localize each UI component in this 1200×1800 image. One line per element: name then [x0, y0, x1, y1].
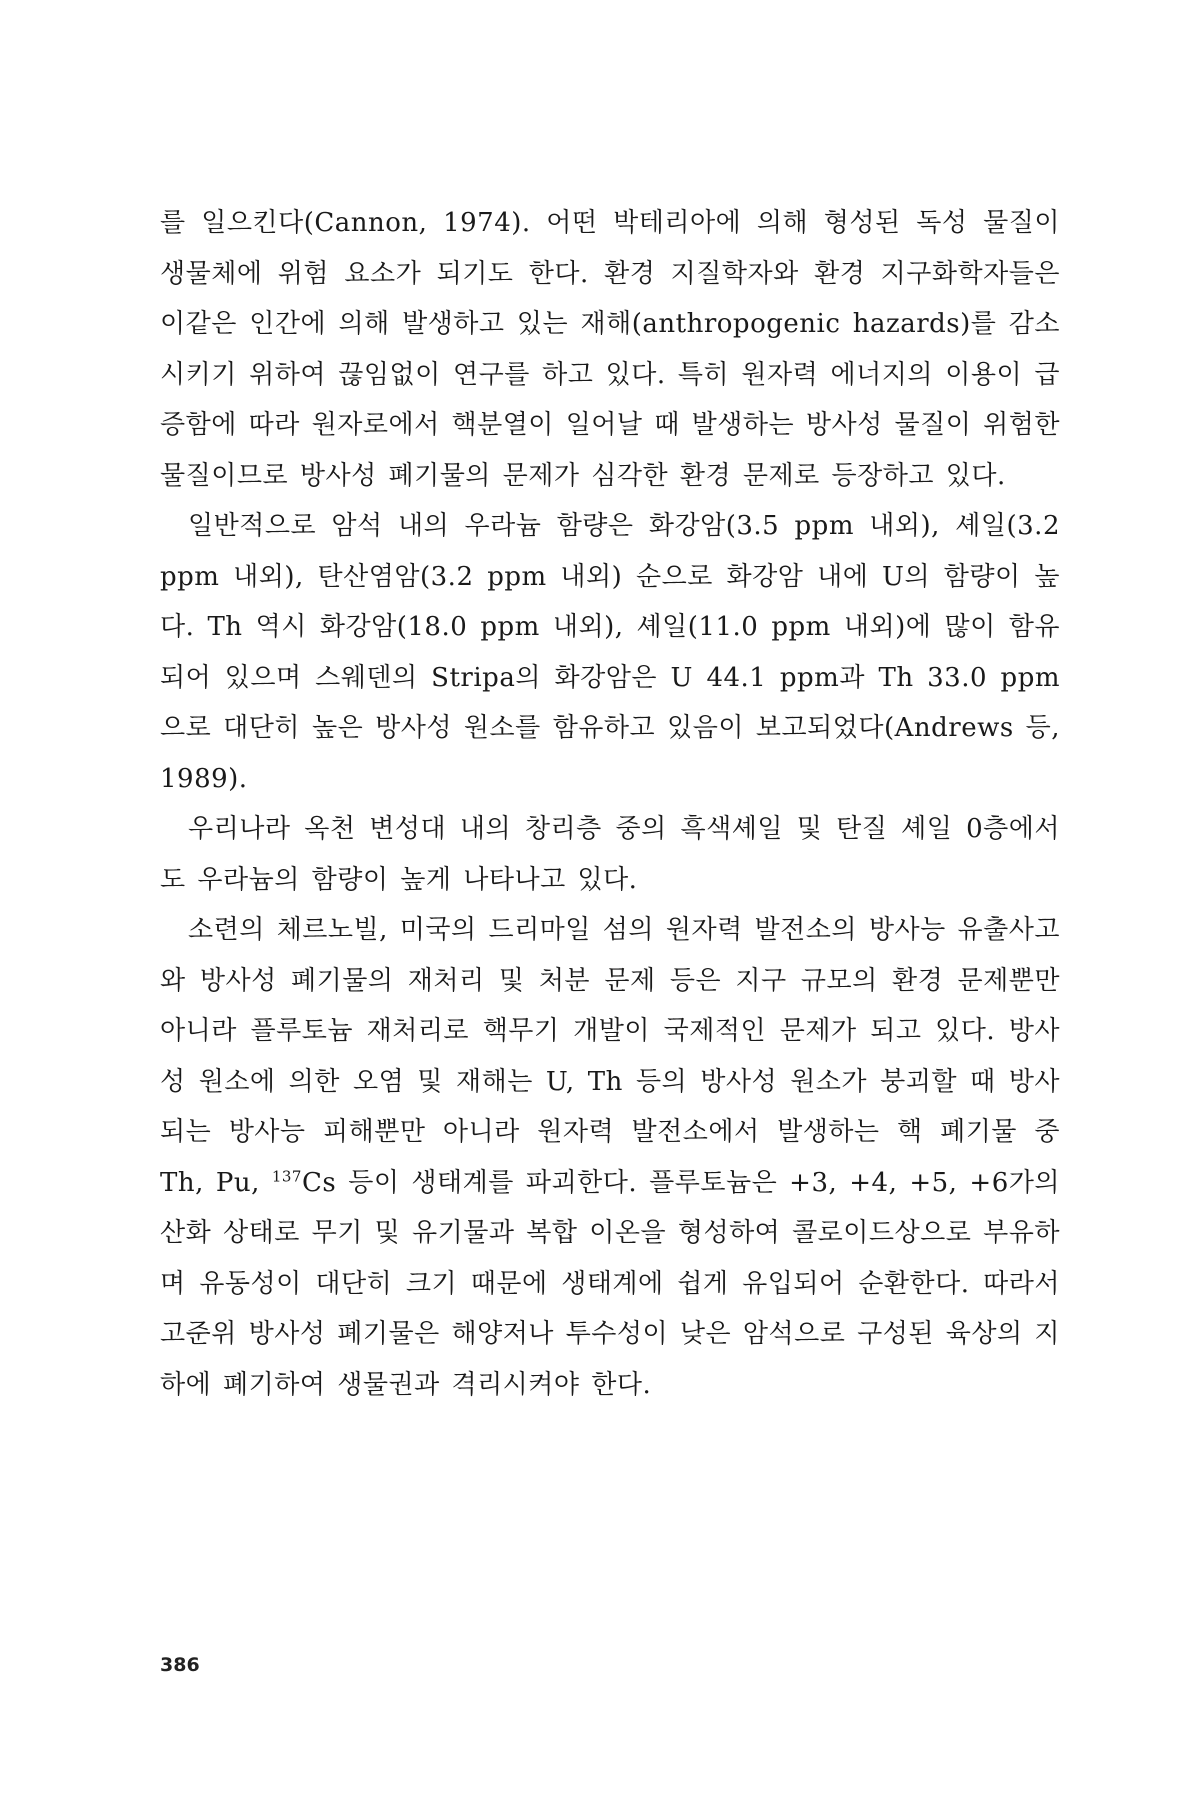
isotope-superscript: 137	[271, 1166, 302, 1185]
body-text	[160, 198, 1060, 1410]
paragraph-4-part-2: Cs 등이 생태계를 파괴한다. 플루토늄은 +3, +4, +5, +6가의 산화 상태로 무기 및 유기물과 복합 이온을 형성하여 콜로이드상으로 부유하며 유동성이 대단히 크기 때문에 생태계에 쉽게 유입되어 순환한다. 따라서 고준위 방사성 폐기물은 해양저나 투수성이 낮은 암석으로 구성된 육상의 지하에 폐기하여 생물권과 격리시켜야 한다.	[160, 1167, 1060, 1400]
paragraph-4-part-1: 소련의 체르노빌, 미국의 드리마일 섬의 원자력 발전소의 방사능 유출사고와 방사성 폐기물의 재처리 및 처분 문제 등은 지구 규모의 환경 문제뿐만 아니라 플루토늄 재처리로 핵무기 개발이 국제적인 문제가 되고 있다. 방사성 원소에 의한 오염 및 재해는 U, Th 등의 방사성 원소가 붕괴할 때 방사되는 방사능 피해뿐만 아니라 원자력 발전소에서 발생하는 핵 폐기물 중 Th, Pu,	[160, 915, 1060, 1198]
paragraph-4	[160, 905, 1060, 1410]
paragraph-2: 일반적으로 암석 내의 우라늄 함량은 화강암(3.5 ppm 내외), 셰일(3.2 ppm 내외), 탄산염암(3.2 ppm 내외) 순으로 화강암 내에 U의 함량이 높다. Th 역시 화강암(18.0 ppm 내외), 셰일(11.0 ppm 내외)에 많이 함유되어 있으며 스웨덴의 Stripa의 화강암은 U 44.1 ppm과 Th 33.0 ppm으로 대단히 높은 방사성 원소를 함유하고 있음이 보고되었다(Andrews 등, 1989).	[160, 511, 1060, 794]
page-number: 386	[160, 1654, 200, 1676]
paragraph-3: 우리나라 옥천 변성대 내의 창리층 중의 흑색셰일 및 탄질 셰일 0층에서도 우라늄의 함량이 높게 나타나고 있다.	[160, 814, 1060, 895]
paragraph-1: 를 일으킨다(Cannon, 1974). 어떤 박테리아에 의해 형성된 독성 물질이 생물체에 위험 요소가 되기도 한다. 환경 지질학자와 환경 지구화학자들은 이같은 인간에 의해 발생하고 있는 재해(anthropogenic hazards)를 감소시키기 위하여 끊임없이 연구를 하고 있다. 특히 원자력 에너지의 이용이 급증함에 따라 원자로에서 핵분열이 일어날 때 발생하는 방사성 물질이 위험한 물질이므로 방사성 폐기물의 문제가 심각한 환경 문제로 등장하고 있다.	[160, 208, 1060, 491]
